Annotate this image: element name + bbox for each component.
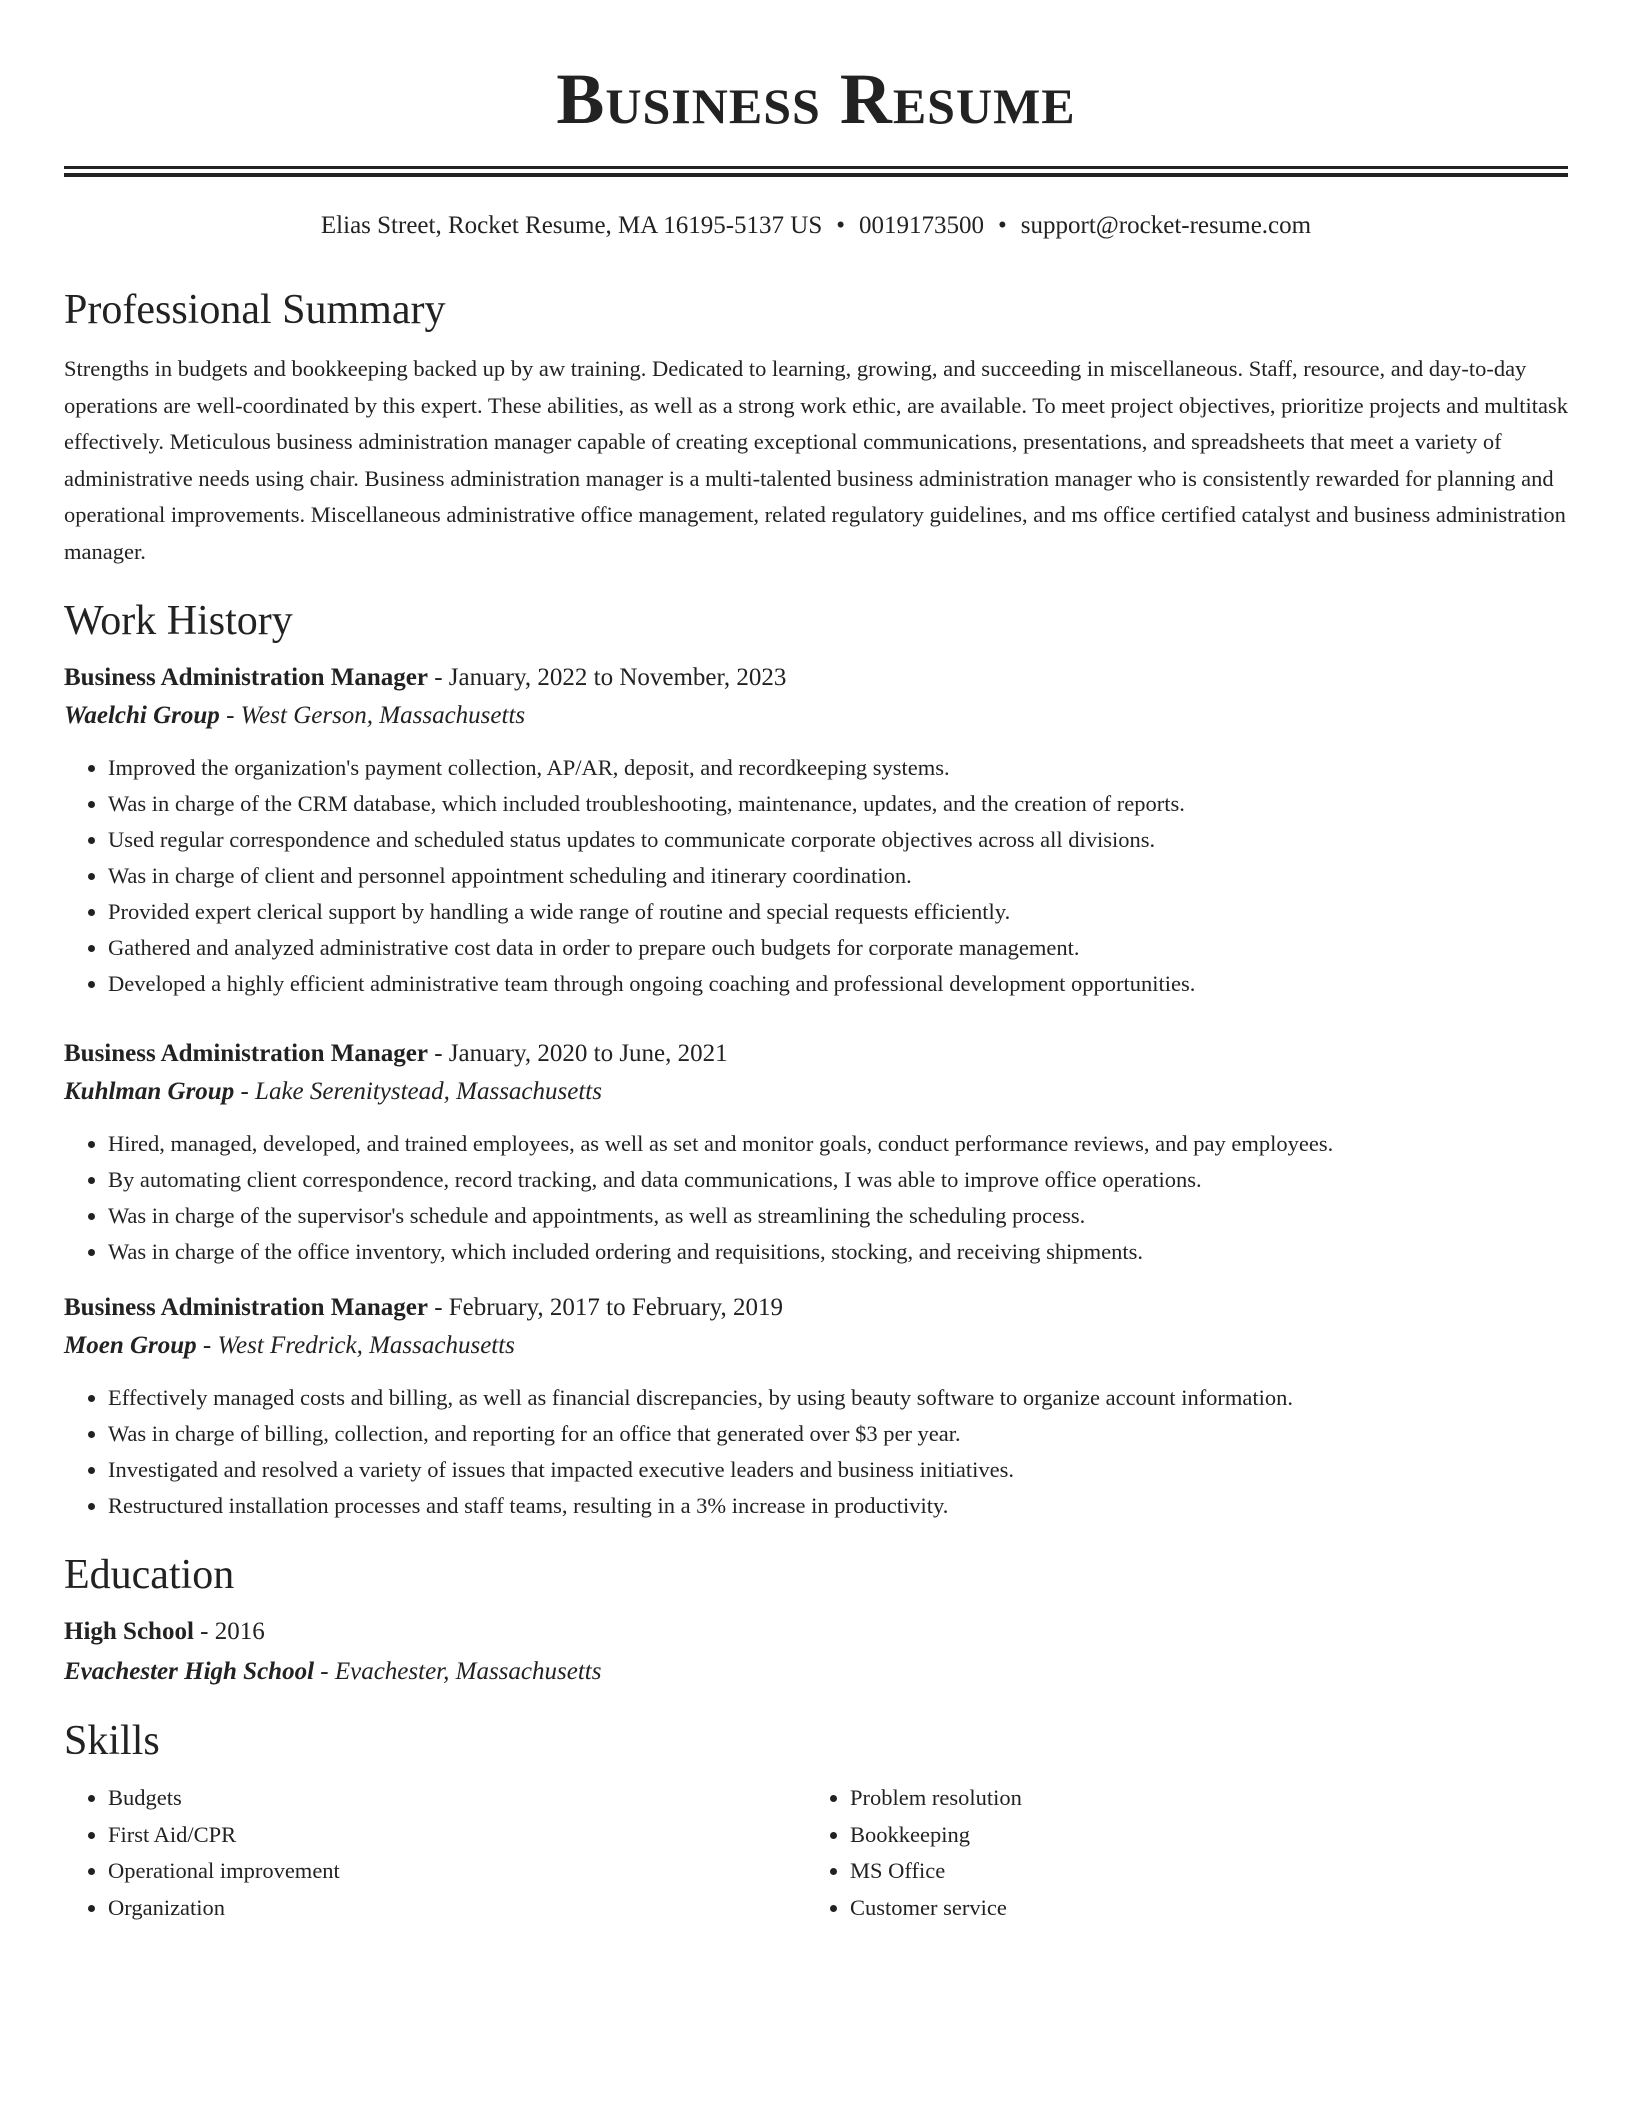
contact-phone: 0019173500 bbox=[859, 212, 985, 239]
contact-separator: • bbox=[836, 212, 846, 239]
summary-heading: Professional Summary bbox=[64, 287, 446, 333]
skills-column-right bbox=[806, 1780, 1550, 1926]
job-bullets bbox=[64, 750, 1568, 1002]
list-item: • Hired, managed, developed, and trained employees, as well as set and monitor goals, conduct performance reviews, and pay employees. bbox=[108, 1126, 1568, 1162]
job-entry bbox=[64, 1290, 1568, 1524]
job-bullets bbox=[64, 1380, 1568, 1524]
summary-text: Strengths in budgets and bookkeeping backed up by aw training. Dedicated to learning, growing, and succeeding in miscellaneous. Staff, resource, and day-to-day operations are well-coordinated by this expert. These abilities, as well as a strong work ethic, are available. To meet project objectives, prioritize projects and multitask effectively. Meticulous business administration manager capable of creating exceptional communications, presentations, and spreadsheets that meet a variety of administrative needs using chair. Business administration manager is a multi-talented business administration manager who is consistently rewarded for planning and operational improvements. Miscellaneous administrative office management, related regulatory guidelines, and ms office certified catalyst and business administration manager. bbox=[64, 356, 1568, 564]
list-item: • Developed a highly efficient administrative team through ongoing coaching and professional development opportunities. bbox=[108, 966, 1568, 1002]
list-item: • Effectively managed costs and billing, as well as financial discrepancies, by using beauty software to organize account information. bbox=[108, 1380, 1568, 1416]
skills-heading: Skills bbox=[64, 1718, 160, 1764]
skill-item: • First Aid/CPR bbox=[108, 1817, 806, 1854]
list-item: • Investigated and resolved a variety of issues that impacted executive leaders and business initiatives. bbox=[108, 1452, 1568, 1488]
skills-list bbox=[64, 1780, 1568, 1926]
list-item: • Was in charge of the CRM database, which included troubleshooting, maintenance, updates, and the creation of reports. bbox=[108, 786, 1568, 822]
education-year: - 2016 bbox=[193, 1618, 265, 1645]
contact-address: Elias Street, Rocket Resume, MA 16195-5137 US bbox=[320, 212, 823, 239]
job-dates: - January, 2020 to June, 2021 bbox=[427, 1040, 728, 1067]
contact-email: support@rocket-resume.com bbox=[1020, 212, 1312, 239]
education-school: Evachester High School bbox=[64, 1658, 315, 1685]
job-title: Business Administration Manager bbox=[64, 1294, 428, 1321]
list-item: • Gathered and analyzed administrative cost data in order to prepare ouch budgets for corporate management. bbox=[108, 930, 1568, 966]
title-divider bbox=[64, 166, 1568, 177]
list-item: • Restructured installation processes and staff teams, resulting in a 3% increase in productivity. bbox=[108, 1488, 1568, 1524]
education-entry bbox=[64, 1612, 1568, 1692]
skill-item: • Organization bbox=[108, 1890, 806, 1927]
education-school-line bbox=[64, 1652, 1568, 1692]
job-title: Business Administration Manager bbox=[64, 664, 428, 691]
resume-page bbox=[64, 0, 1568, 1926]
list-item: • Improved the organization's payment collection, AP/AR, deposit, and recordkeeping systems. bbox=[108, 750, 1568, 786]
skill-item: • Budgets bbox=[108, 1780, 806, 1817]
list-item: • Used regular correspondence and scheduled status updates to communicate corporate objectives across all divisions. bbox=[108, 822, 1568, 858]
job-bullets bbox=[64, 1126, 1568, 1270]
job-dates: - January, 2022 to November, 2023 bbox=[427, 664, 787, 691]
education-header bbox=[64, 1612, 1568, 1652]
job-location: - West Gerson, Massachusetts bbox=[219, 702, 526, 729]
job-employer bbox=[64, 1072, 1568, 1112]
work-history-heading: Work History bbox=[64, 598, 293, 644]
list-item: • Was in charge of billing, collection, and reporting for an office that generated over $3 per year. bbox=[108, 1416, 1568, 1452]
education-degree: High School bbox=[64, 1618, 194, 1645]
list-item: • Was in charge of client and personnel appointment scheduling and itinerary coordination. bbox=[108, 858, 1568, 894]
job-entry bbox=[64, 660, 1568, 1002]
job-company: Moen Group bbox=[64, 1332, 197, 1359]
job-header bbox=[64, 660, 1568, 696]
job-company: Kuhlman Group bbox=[64, 1078, 235, 1105]
job-title: Business Administration Manager bbox=[64, 1040, 428, 1067]
skill-item: • MS Office bbox=[850, 1853, 1550, 1890]
job-dates: - February, 2017 to February, 2019 bbox=[427, 1294, 783, 1321]
job-location: - West Fredrick, Massachusetts bbox=[196, 1332, 515, 1359]
skill-item: • Customer service bbox=[850, 1890, 1550, 1927]
contact-separator: • bbox=[998, 212, 1007, 239]
education-location: - Evachester, Massachusetts bbox=[314, 1658, 602, 1685]
list-item: • Was in charge of the office inventory, which included ordering and requisitions, stocking, and receiving shipments. bbox=[108, 1234, 1568, 1270]
job-entry bbox=[64, 1036, 1568, 1270]
contact-line bbox=[64, 211, 1568, 241]
list-item: • Provided expert clerical support by handling a wide range of routine and special requests efficiently. bbox=[108, 894, 1568, 930]
skills-column-left bbox=[64, 1780, 806, 1926]
list-item: • Was in charge of the supervisor's schedule and appointments, as well as streamlining the scheduling process. bbox=[108, 1198, 1568, 1234]
job-location: - Lake Serenitystead, Massachusetts bbox=[234, 1078, 602, 1105]
skill-item: • Operational improvement bbox=[108, 1853, 806, 1890]
job-header bbox=[64, 1036, 1568, 1072]
job-employer bbox=[64, 1326, 1568, 1366]
skill-item: • Problem resolution bbox=[850, 1780, 1550, 1817]
skill-item: • Bookkeeping bbox=[850, 1817, 1550, 1854]
list-item: • By automating client correspondence, record tracking, and data communications, I was able to improve office operations. bbox=[108, 1162, 1568, 1198]
resume-title: Business Resume bbox=[556, 59, 1076, 139]
education-heading: Education bbox=[64, 1552, 235, 1598]
job-employer bbox=[64, 696, 1568, 736]
job-header bbox=[64, 1290, 1568, 1326]
job-company: Waelchi Group bbox=[64, 702, 220, 729]
